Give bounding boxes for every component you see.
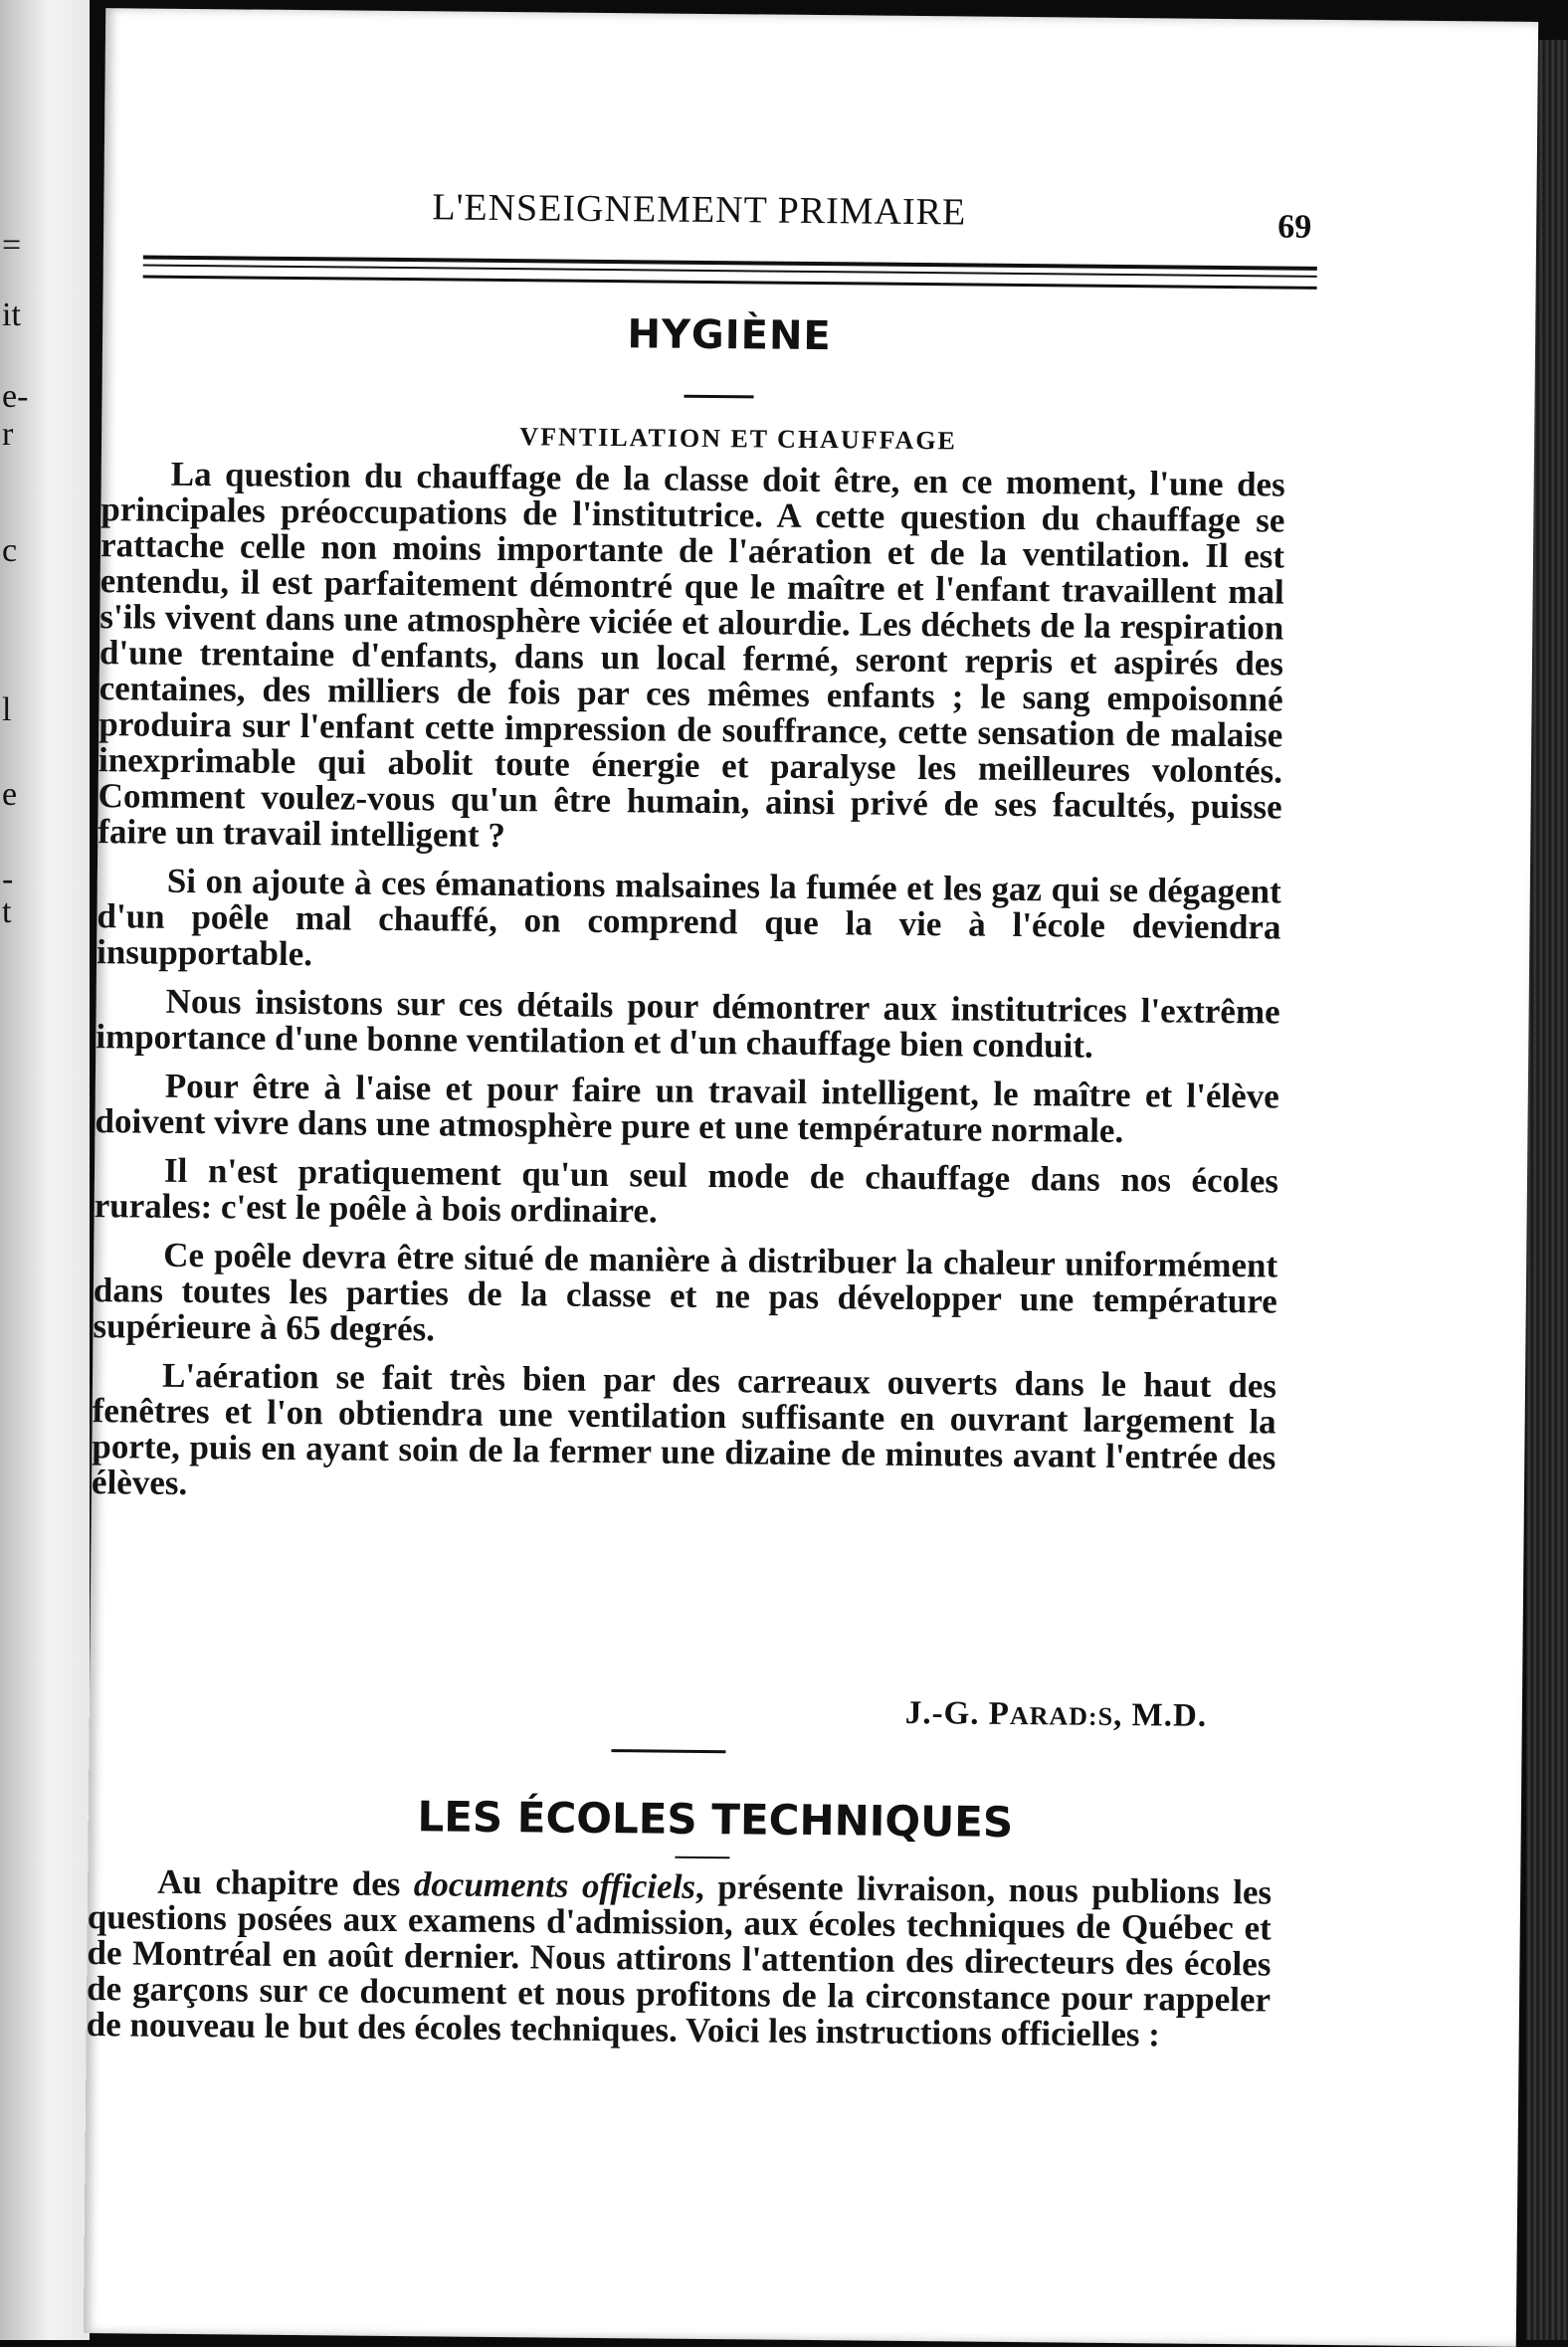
paragraph: L'aération se fait très bien par des carreaux ouverts dans le haut des fenêtres et l'on obtiendra une ventilation suffisante en ouvrant largement la porte, puis en ayant soin de la fermer une dizaine de minutes avant l'entrée des élèves.	[91, 1355, 1277, 1502]
fragment: e-	[2, 378, 29, 415]
text-run: , présente livraison, nous publions les questions posées aux examens d'admission, aux écoles techniques de Québec et de Montréal en août dernier. Nous attirons l'attention des directeurs des écoles de garçons sur ce document et nous profitons de la circonstance pour rappeler de nouveau le but des écoles techniques. Voici les instructions officielles :	[86, 1866, 1273, 2054]
title-divider	[685, 395, 754, 399]
fragment: =	[2, 227, 22, 264]
fragment: e	[2, 776, 18, 813]
signature-surname: ARAD:S	[1009, 1700, 1114, 1731]
fragment: -	[2, 861, 14, 897]
header-rule	[143, 276, 1317, 290]
fragment: r	[2, 416, 14, 453]
fragment: l	[2, 691, 12, 728]
text-run: Au chapitre des	[156, 1861, 415, 1904]
header-rule	[143, 256, 1317, 271]
fragment: t	[2, 893, 12, 930]
paragraph: Pour être à l'aise et pour faire un travail intelligent, le maître et l'élève doivent vivre dans une atmosphère pure et une température normale.	[95, 1066, 1279, 1151]
book-page	[84, 8, 1538, 2347]
paragraph: Ce poêle devra être situé de manière à distribuer la chaleur uniformément dans toutes les parties de la classe et ne pas développer une température supérieure à 65 degrés.	[93, 1235, 1278, 1349]
title-divider	[675, 1857, 729, 1859]
paragraph: La question du chauffage de la classe doit être, en ce moment, l'une des principales préoccupations de l'institutrice. A cette question du chauffage se rattache celle non moins importante de l'aération et de la ventilation. Il est entendu, il est parfaitement démontré que le maître et l'enfant travaillent mal s'ils vivent dans une atmosphère viciée et alourdie. Les déchets de la respiration d'une trentaine d'enfants, dans un local fermé, seront repris et aspirés des centaines, des milliers de fois par ces mêmes enfants ; le sang empoisonné produira sur l'enfant cette impression de souffrance, cette sensation de malaise inexprimable qui abolit toute énergie et paralyse les meilleures volontés. Comment voulez-vous qu'un être humain, ainsi privé de ses facultés, puisse faire un travail intelligent ?	[98, 454, 1285, 856]
section-divider	[611, 1749, 725, 1753]
article-ecoles-techniques	[86, 1863, 1272, 2066]
running-head: L'ENSEIGNEMENT PRIMAIRE	[432, 186, 967, 234]
section-title: HYGIÈNE	[627, 311, 832, 360]
page-number: 69	[1277, 208, 1312, 246]
signature-suffix: , M.D.	[1112, 1696, 1208, 1734]
adjacent-page-text-fragments	[0, 0, 90, 2340]
section-subtitle: VFNTILATION ET CHAUFFAGE	[519, 422, 958, 456]
paragraph: Si on ajoute à ces émanations malsaines la fumée et les gaz qui se dégagent d'un poêle mal chauffé, on comprend que la vie à l'école deviendra insupportable.	[96, 861, 1281, 974]
italic-text-run: documents officiels	[413, 1864, 696, 1906]
paragraph: Nous insistons sur ces détails pour démontrer aux institutrices l'extrême importance d'une bonne ventilation et d'un chauffage bien conduit.	[96, 981, 1280, 1066]
signature-initials: J.-G. P	[904, 1694, 1011, 1732]
fragment: c	[2, 532, 18, 569]
fragment: it	[2, 296, 21, 333]
paragraph: Il n'est pratiquement qu'un seul mode de chauffage dans nos écoles rurales: c'est le poêle à bois ordinaire.	[94, 1150, 1279, 1231]
section-title: LES ÉCOLES TECHNIQUES	[417, 1792, 1014, 1847]
author-signature	[905, 1695, 1208, 1735]
article-hygiene	[92, 456, 1285, 1524]
paragraph	[87, 1863, 1273, 2054]
